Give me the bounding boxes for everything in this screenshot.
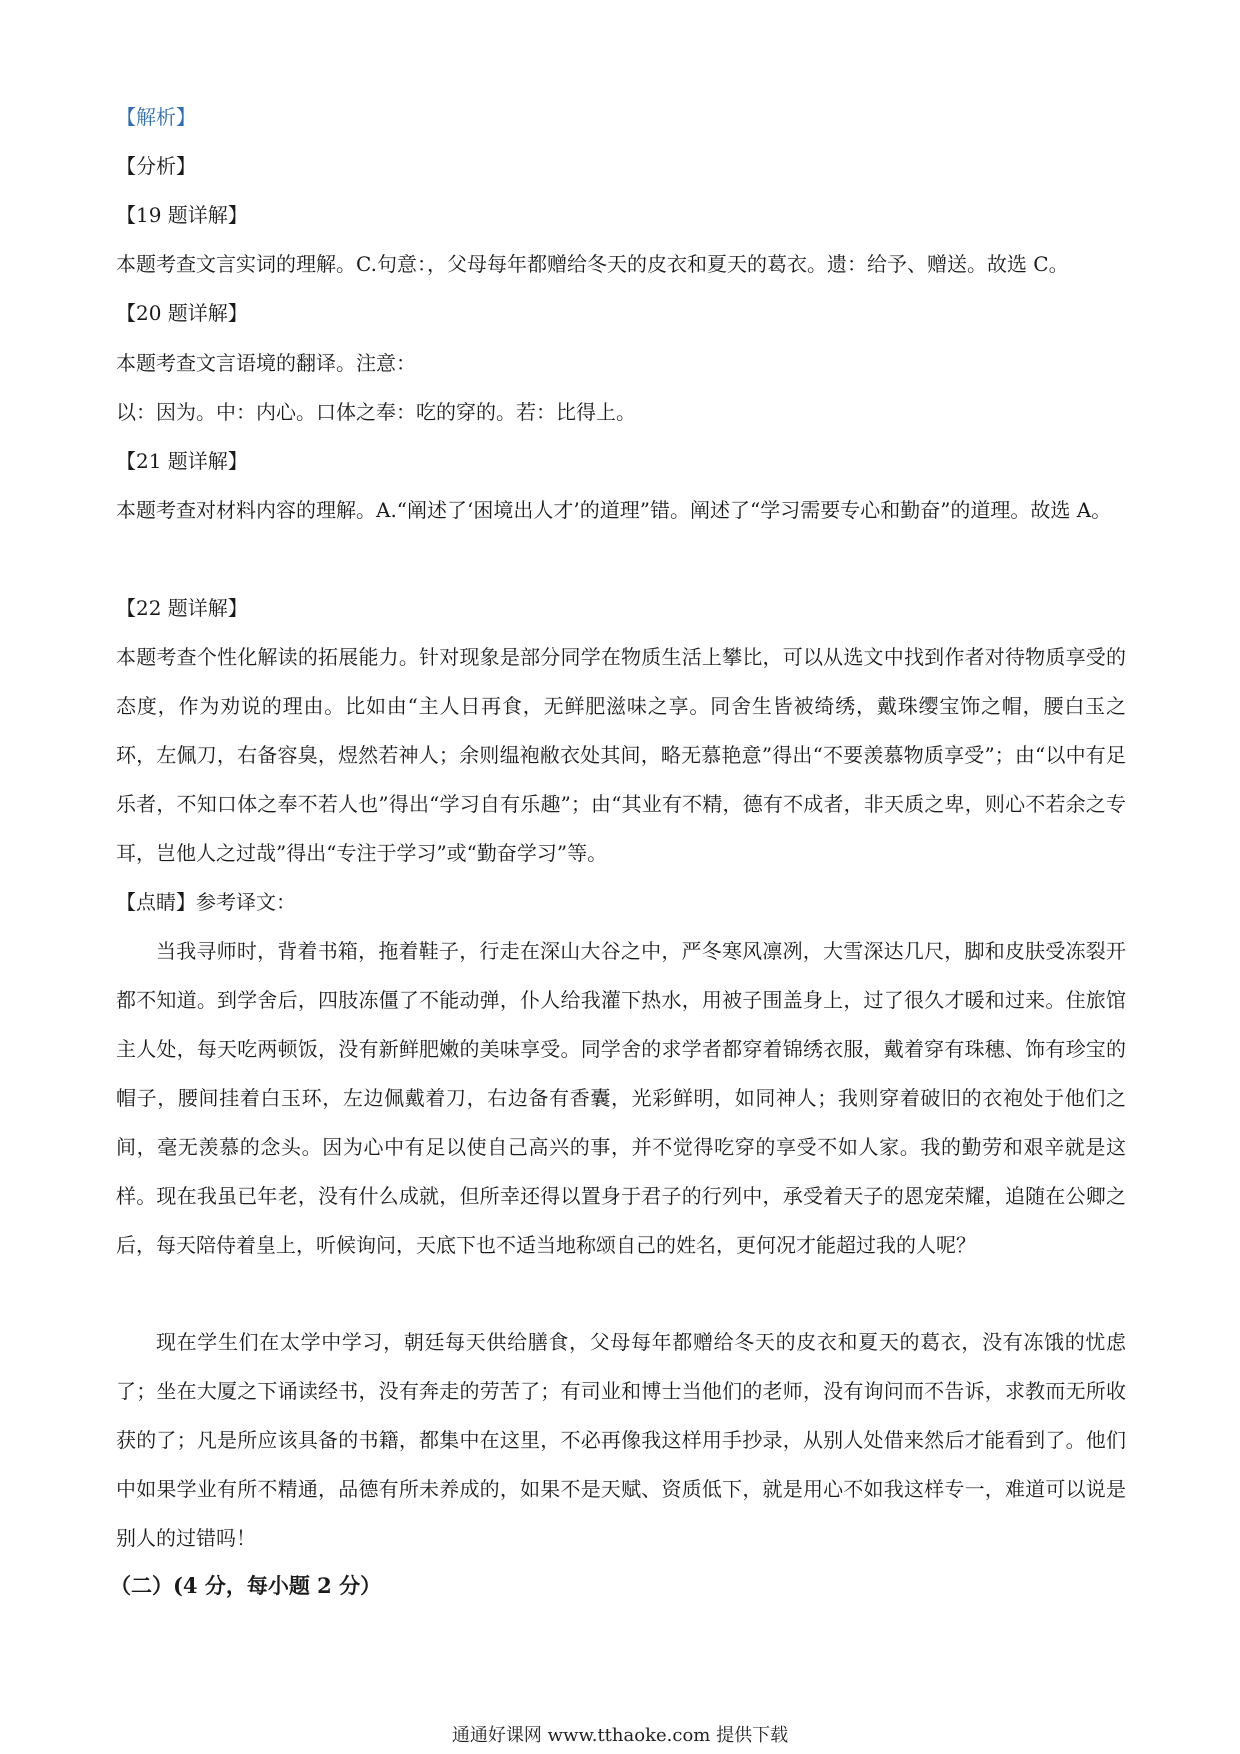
jiexi-heading: 【解析】	[116, 105, 196, 129]
q21-body: 本题考查对材料内容的理解。A.“阐述了‘困境出人才’的道理”错。阐述了“学习需要专心和勤奋”的道理。故选 A。	[116, 498, 1112, 522]
q22-body: 本题考查个性化解读的拓展能力。针对现象是部分同学在物质生活上攀比，可以从选文中找到作者对待物质享受的态度，作为劝说的理由。比如由“主人日再食，无鲜肥滋味之享。同舍生皆被绮绣，戴珠缨宝饰之帽，腰白玉之环，左佩刀，右备容臭，煜然若神人；余则缊袍敝衣处其间，略无慕艳意”得出“不要羡慕物质享受”；由“以中有足乐者，不知口体之奉不若人也”得出“学习自有乐趣”；由“其业有不精，德有不成者，非天质之卑，则心不若余之专耳，岂他人之过哉”得出“专注于学习”或“勤奋学习”等。	[116, 645, 1126, 865]
q20-title: 【20 题详解】	[116, 301, 248, 325]
q22-title: 【22 题详解】	[116, 596, 248, 620]
q19-body: 本题考查文言实词的理解。C.句意：，父母每年都赠给冬天的皮衣和夏天的葛衣。遗：给予、赠送。故选 C。	[116, 252, 1069, 276]
translation-paragraph-2: 现在学生们在太学中学习，朝廷每天供给膳食，父母每年都赠给冬天的皮衣和夏天的葛衣，没有冻饿的忧虑了；坐在大厦之下诵读经书，没有奔走的劳苦了；有司业和博士当他们的老师，没有询问而不告诉，求教而无所收获的了；凡是所应该具备的书籍，都集中在这里，不必再像我这样用手抄录，从别人处借来然后才能看到了。他们中如果学业有所不精通，品德有所未养成的，如果不是天赋、资质低下，就是用心不如我这样专一，难道可以说是别人的过错吗！	[116, 1330, 1126, 1550]
dianjing-title: 【点睛】参考译文：	[116, 890, 296, 914]
q20-body-1: 本题考查文言语境的翻译。注意：	[116, 351, 416, 375]
section-2-title: （二）(4 分，每小题 2 分）	[110, 1573, 382, 1598]
q21-title: 【21 题详解】	[116, 449, 248, 473]
q20-body-2: 以：因为。中：内心。口体之奉：吃的穿的。若：比得上。	[116, 400, 636, 424]
translation-paragraph-1: 当我寻师时，背着书箱，拖着鞋子，行走在深山大谷之中，严冬寒风凛冽，大雪深达几尺，脚和皮肤受冻裂开都不知道。到学舍后，四肢冻僵了不能动弹，仆人给我灌下热水，用被子围盖身上，过了很久才暖和过来。住旅馆主人处，每天吃两顿饭，没有新鲜肥嫩的美味享受。同学舍的求学者都穿着锦绣衣服，戴着穿有珠穗、饰有珍宝的帽子，腰间挂着白玉环，左边佩戴着刀，右边备有香囊，光彩鲜明，如同神人；我则穿着破旧的衣袍处于他们之间，毫无羡慕的念头。因为心中有足以使自己高兴的事，并不觉得吃穿的享受不如人家。我的勤劳和艰辛就是这样。现在我虽已年老，没有什么成就，但所幸还得以置身于君子的行列中，承受着天子的恩宠荣耀，追随在公卿之后，每天陪侍着皇上，听候询问，天底下也不适当地称颂自己的姓名，更何况才能超过我的人呢？	[116, 939, 1126, 1257]
page-footer: 通通好课网 www.tthaoke.com 提供下载	[451, 1725, 789, 1746]
q19-title: 【19 题详解】	[116, 203, 248, 227]
fenxi-heading: 【分析】	[116, 154, 196, 178]
